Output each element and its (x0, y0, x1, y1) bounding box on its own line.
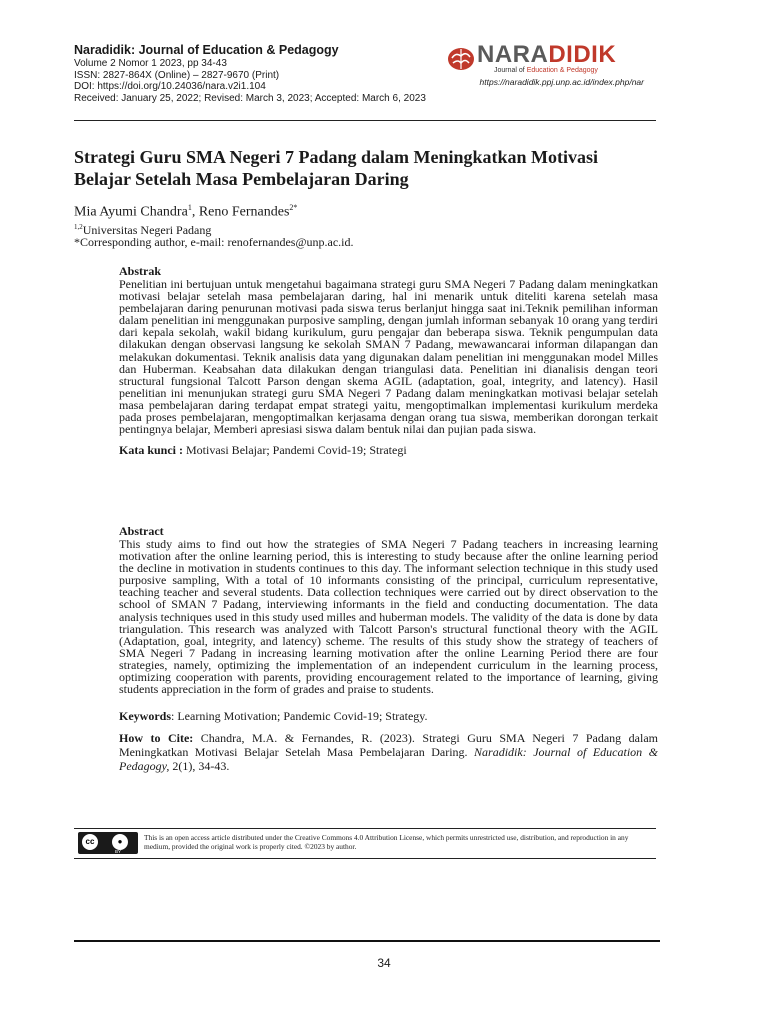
journal-logo (446, 40, 646, 80)
how-to-cite: How to Cite: Chandra, M.A. & Fernandes, R. (2023). Strategi Guru SMA Negeri 7 Padang dalam Meningkatkan Motivasi Belajar Setelah Masa Pembelajaran Daring. Naradidik: Journal of Education & Pedagogy, 2(1), 34-43. (119, 731, 658, 774)
abstract-text: This study aims to find out how the strategies of SMA Negeri 7 Padang teachers in increasing learning motivation after the online learning period, this is interesting to study because after the online learning period the decline in motivation in students continues to this day. The informant selection technique in this study used purposive sampling, With a total of 10 informants consisting of the principal, curriculum representative, teaching teacher and several students. Data collection techniques were carried out by direct observation to the school of SMAN 7 Padang, interviewing informants in the field and conducting documentation. The data analysis techniques used in this study used milles and huberman models. The validity of the data is done by data triangulation. This research was analyzed with Talcott Parson's structural functional theory with the AGIL (Adaptation, goal, integrity, and latency) scheme. The results of this study show the strategy of teachers of SMA Negeri 7 Padang in increasing learning motivation after the online Learning Period there are four strategies, namely, optimizing the implementation of an independent curriculum in the learning process, optimizing cooperation with parents, providing encouragement related to the importance of learning, giving students appreciation in the form of grades and praise to students. (119, 537, 659, 697)
journal-header (74, 42, 454, 104)
license-divider-top (74, 828, 656, 829)
corresponding-author: *Corresponding author, e-mail: renofernandes@unp.ac.id. (74, 235, 354, 249)
issn-info: ISSN: 2827-864X (Online) – 2827-9670 (Print) (74, 69, 280, 81)
received-dates: Received: January 25, 2022; Revised: March 3, 2023; Accepted: March 6, 2023 (74, 92, 426, 104)
abstract-section (119, 524, 658, 773)
footer-divider (74, 940, 660, 942)
article-title: Strategi Guru SMA Negeri 7 Padang dalam Meningkatkan Motivasi Belajar Setelah Masa Pembelajaran Daring (74, 147, 599, 189)
kata-kunci: Kata kunci : Motivasi Belajar; Pandemi Covid-19; Strategi (119, 443, 407, 458)
volume-info: Volume 2 Nomor 1 2023, pp 34-43 (74, 58, 227, 69)
abstrak-section (119, 264, 658, 457)
doi-link[interactable]: DOI: https://doi.org/10.24036/nara.v2i1.104 (74, 81, 266, 93)
logo-subtitle: Journal of Education & Pedagogy (494, 67, 598, 74)
cc-icon: cc (82, 834, 98, 850)
logo-wordmark: NARADIDIK (477, 41, 617, 68)
journal-name: Naradidik: Journal of Education & Pedagogy (74, 43, 339, 57)
brain-logo-icon (446, 44, 476, 74)
author-name: Reno Fernandes (198, 204, 290, 220)
page-number: 34 (377, 956, 391, 970)
cc-by-license-icon[interactable]: cc ● BY (78, 832, 138, 854)
affiliation: $^{1,2}$Universitas Negeri Padang (74, 223, 212, 237)
journal-url[interactable]: https://naradidik.ppj.unp.ac.id/index.php/nar (479, 77, 644, 87)
author-list: Mia Ayumi Chandra$^1$, Reno Fernandes$^{2*}$ (74, 203, 298, 220)
header-divider (74, 120, 656, 121)
license-divider-bottom (74, 858, 656, 859)
abstrak-heading: Abstrak (119, 264, 162, 278)
abstract-heading: Abstract (119, 524, 164, 538)
abstrak-text: Penelitian ini bertujuan untuk mengetahui bagaimana strategi guru SMA Negeri 7 Padang dalam meningkatkan motivasi belajar setelah masa pembelajaran daring, hal ini menarik untuk diteliti karena setelah masa pembelajaran daring penurunan motivasi pada siswa terus berlanjut hingga saat ini.Teknik pemilihan informan dalam penelitian ini menggunakan purposive sampling, dengan jumlah informan sebanyak 10 orang yang terdiri dari kepala sekolah, wakil bidang kurikulum, guru pengajar dan beberapa siswa. Teknik pengumpulan data dilakukan dengan observasi langsung ke sekolah SMAN 7 Padang, mewawancarai informan dilapangan dan melakukan dokumentasi. Teknik analisis data yang digunakan dalam penelitian ini menggunakan model Milles dan Huberman. Keabsahan data dilakukan dengan triangulasi data. Penelitian ini dianalisis dengan teori structural fungsional Talcott Parson dengan skema AGIL (adaptation, goal, integrity, and latency). Hasil penelitian ini menunjukan strategi guru SMA Negeri 7 Padang dalam meningkatkan motivasi belajar setelah masa pembelajaran daring terdapat empat strategi yaitu, mengoptimalkan implementasi kurikulum merdeka pada proses pembelajaran, mengoptimalkan kerjasama dengan orang tua siswa, memberikan dorongan terkait pentingnya belajar, Memberi apresiasi siswa dalam bentuk nilai dan pujian pada siswa. (119, 277, 658, 437)
author-name: Mia Ayumi Chandra (74, 204, 188, 220)
license-text: This is an open access article distributed under the Creative Commons 4.0 Attribution License, which permits unrestricted use, distribution, and reproduction in any medium, provided the original work is properly cited. ©2023 by author. (144, 833, 629, 852)
keywords: Keywords: Learning Motivation; Pandemic Covid-19; Strategy. (119, 709, 428, 724)
person-icon: ● (112, 834, 128, 850)
